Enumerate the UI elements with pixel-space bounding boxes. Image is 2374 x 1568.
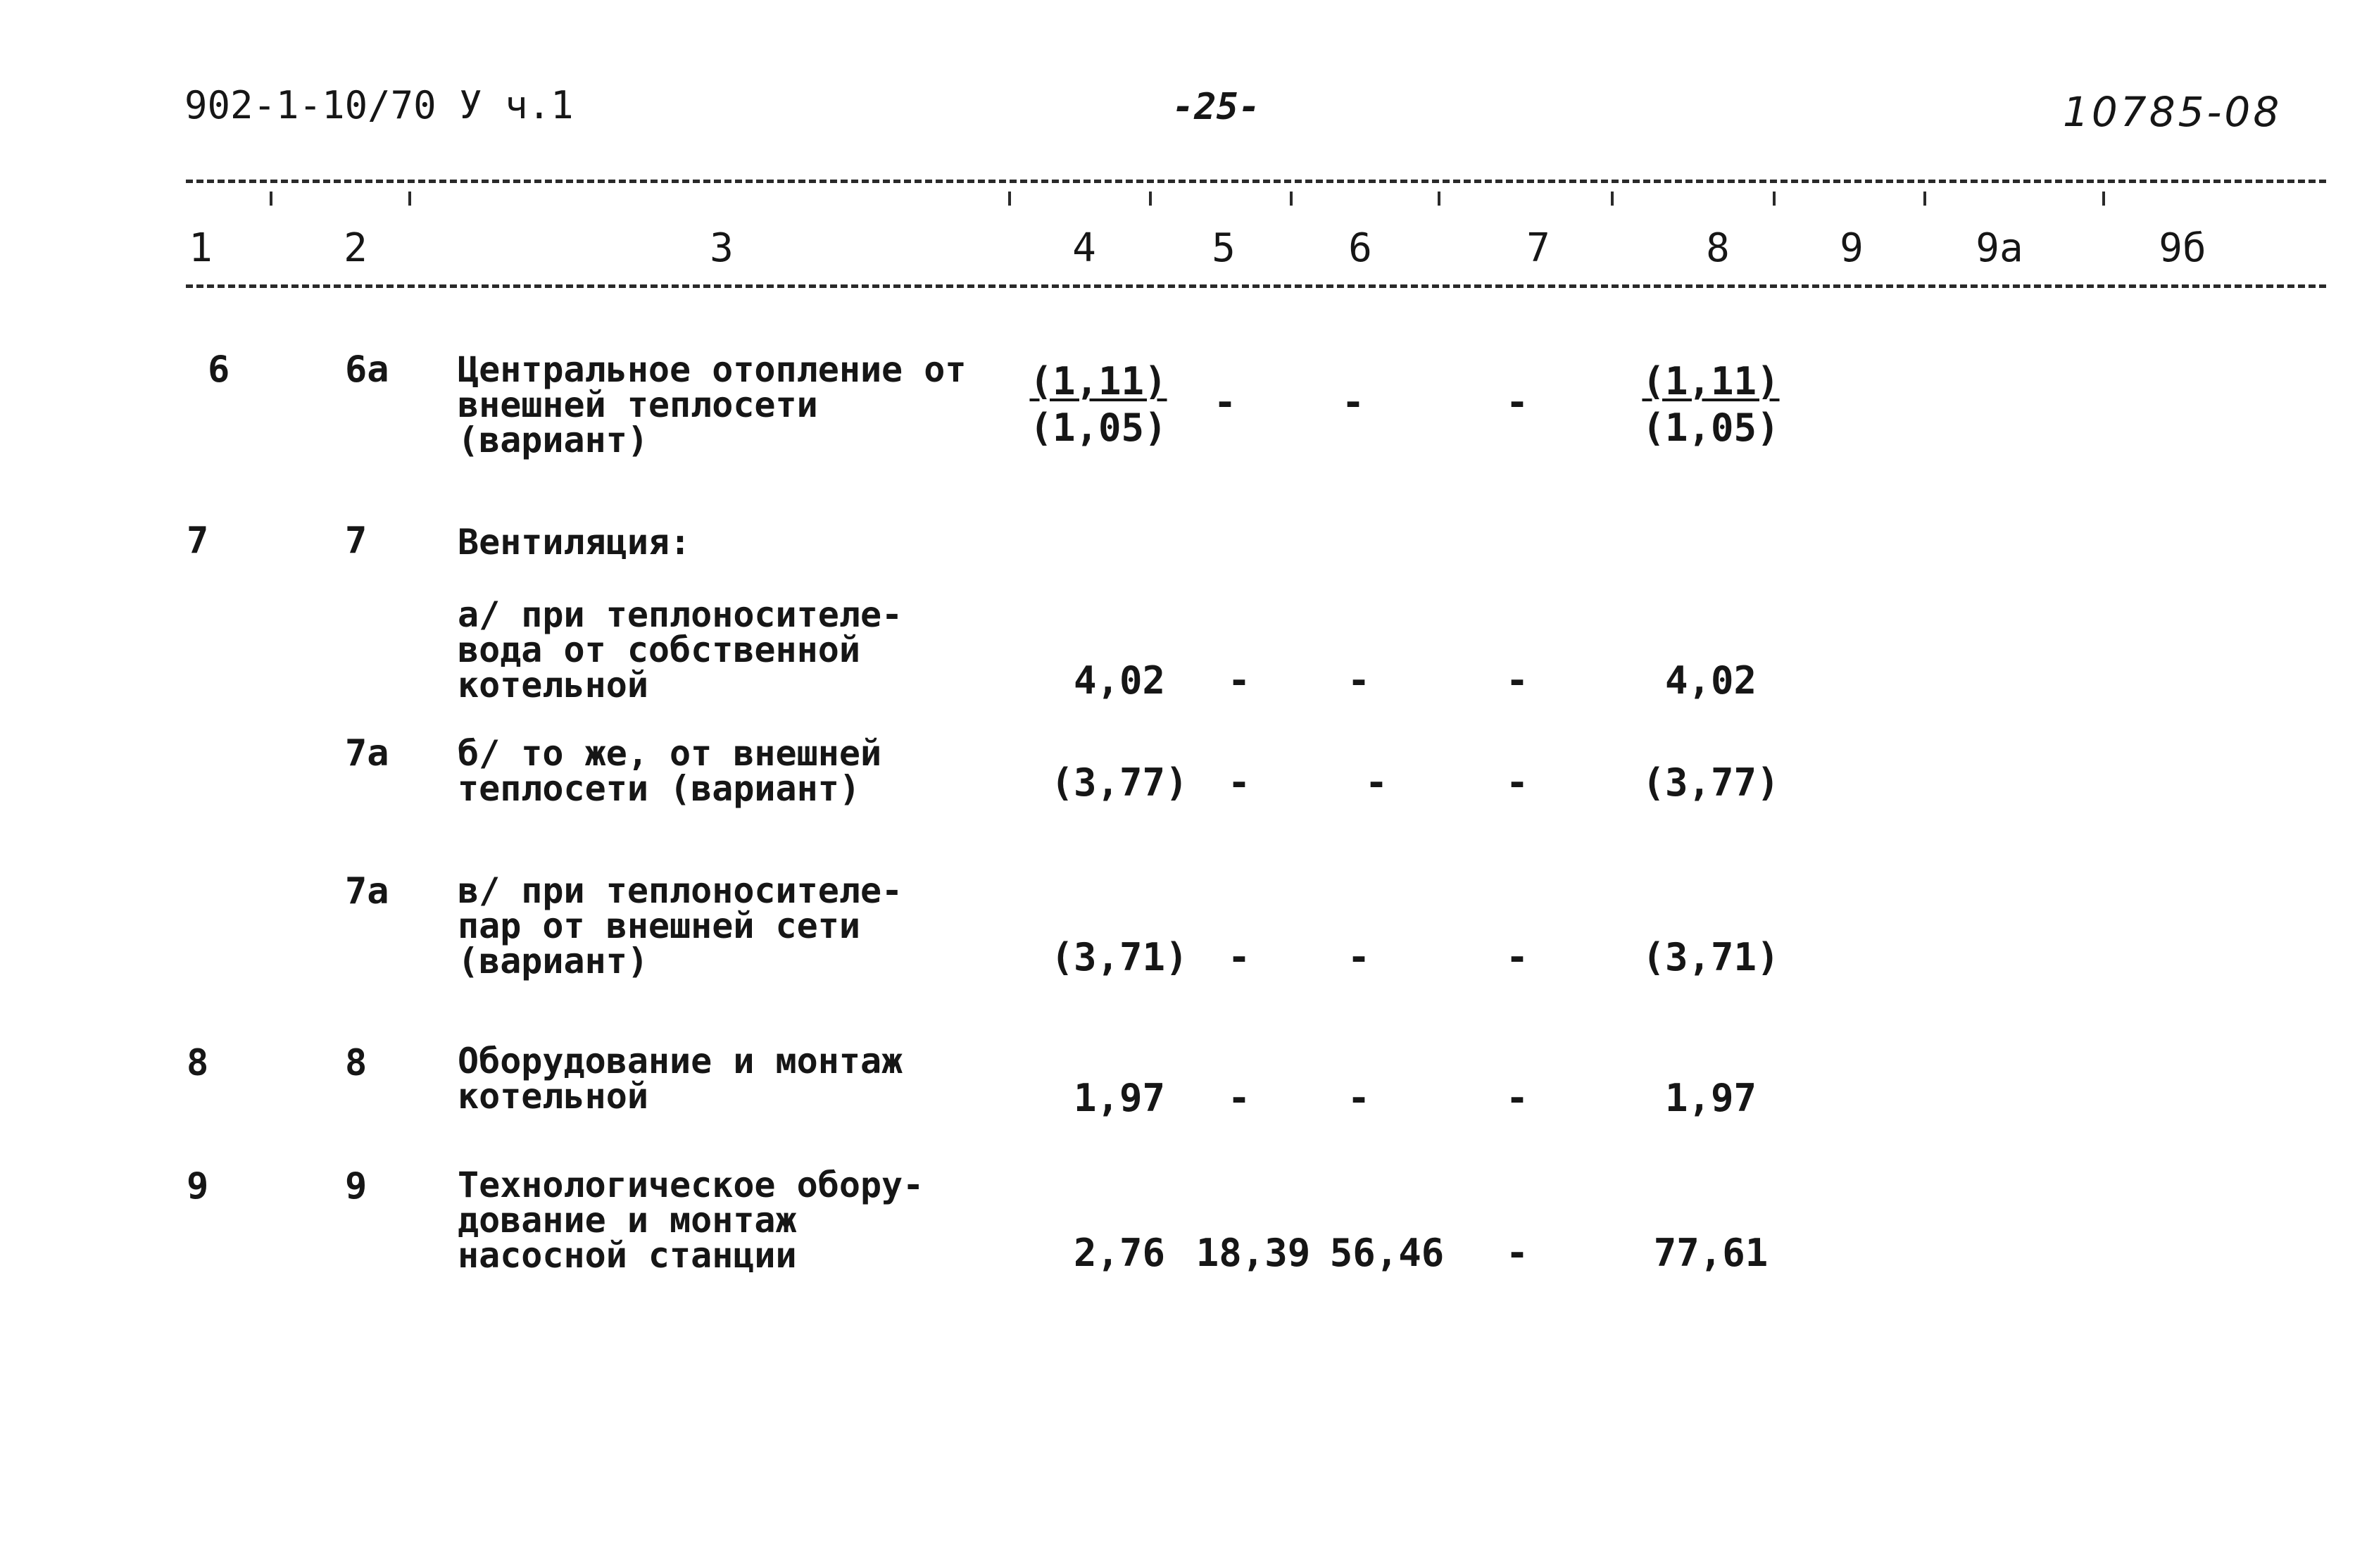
row-7b-col8: (3,77) (1642, 760, 1780, 805)
row-6-col8-fraction (1619, 361, 1802, 449)
column-header-1: 1 (189, 225, 213, 271)
row-6-col6: - (1341, 380, 1365, 425)
column-header-9a: 9а (1976, 225, 2023, 271)
row-7b-col2: 7а (345, 732, 389, 774)
column-separator-tick (1290, 192, 1293, 206)
row-6-col4-denominator: (1,05) (1029, 406, 1167, 450)
archive-number: 10785-08 (2063, 88, 2282, 136)
row-8-col4: 1,97 (1073, 1076, 1166, 1120)
row-7c-col2: 7а (345, 870, 389, 912)
column-header-3: 3 (710, 225, 734, 271)
row-7c-col6: - (1347, 935, 1371, 979)
column-header-9b: 9б (2159, 225, 2206, 271)
row-7b-col6: - (1364, 760, 1388, 805)
row-8-col5: - (1227, 1076, 1251, 1120)
column-separator-tick (2102, 192, 2105, 206)
row-6-col7: - (1505, 380, 1529, 425)
document-code: 902-1-10/70 У ч.1 (184, 83, 574, 127)
row-7b-name: б/ то же, от внешней теплосети (вариант) (458, 733, 882, 809)
row-7-name: Вентиляция: (458, 522, 691, 563)
column-header-8: 8 (1706, 225, 1730, 271)
table-top-rule (186, 180, 2326, 183)
row-8-col8: 1,97 (1664, 1076, 1757, 1120)
row-7-col1: 7 (187, 520, 209, 562)
column-separator-tick (1923, 192, 1926, 206)
row-6-col4-numerator: (1,11) (1029, 359, 1167, 403)
column-header-9: 9 (1840, 225, 1864, 271)
row-7b-col7: - (1505, 760, 1529, 805)
row-7c-name: в/ при теплоносителе- пар от внешней сети (вариант) (458, 870, 903, 981)
row-6-col2: 6а (345, 349, 389, 391)
row-8-col2: 8 (345, 1042, 368, 1084)
row-7a-col5: - (1227, 658, 1251, 703)
row-6-name: Центральное отопление от внешней теплосети (вариант) (458, 349, 967, 460)
column-header-6: 6 (1348, 225, 1372, 271)
column-header-4: 4 (1072, 225, 1096, 271)
row-8-col1: 8 (187, 1042, 209, 1084)
column-separator-tick (1773, 192, 1776, 206)
row-7c-col4: (3,71) (1050, 935, 1188, 979)
row-9-col7: - (1505, 1231, 1529, 1275)
row-8-col6: - (1347, 1076, 1371, 1120)
column-header-2: 2 (344, 225, 368, 271)
row-8-name: Оборудование и монтаж котельной (458, 1041, 903, 1117)
column-separator-tick (1149, 192, 1152, 206)
row-9-col8: 77,61 (1653, 1231, 1769, 1275)
row-9-col5: 18,39 (1195, 1231, 1311, 1275)
column-separator-tick (270, 192, 272, 206)
row-6-col8-denominator: (1,05) (1642, 406, 1780, 450)
row-9-col4: 2,76 (1073, 1231, 1166, 1275)
row-7c-col8: (3,71) (1642, 935, 1780, 979)
row-9-col6: 56,46 (1329, 1231, 1445, 1275)
row-7b-col5: - (1227, 760, 1251, 805)
row-7-col2: 7 (345, 520, 368, 562)
row-6-col5: - (1213, 380, 1237, 425)
column-separator-tick (1611, 192, 1614, 206)
row-7a-col7: - (1505, 658, 1529, 703)
row-8-col7: - (1505, 1076, 1529, 1120)
row-6-col4-fraction (1007, 361, 1190, 449)
table-header-rule (186, 284, 2326, 288)
row-7a-col6: - (1347, 658, 1371, 703)
column-header-7: 7 (1526, 225, 1550, 271)
row-6-col8-numerator: (1,11) (1642, 359, 1780, 403)
column-separator-tick (1008, 192, 1011, 206)
page-number: -25- (1172, 86, 1261, 128)
row-9-name: Технологическое обору- дование и монтаж насосной станции (458, 1165, 924, 1276)
row-6-col1: 6 (208, 349, 230, 391)
column-separator-tick (1438, 192, 1440, 206)
row-9-col1: 9 (187, 1165, 209, 1208)
row-7c-col7: - (1505, 935, 1529, 979)
row-7b-col4: (3,77) (1050, 760, 1188, 805)
row-7a-col4: 4,02 (1073, 658, 1166, 703)
row-7a-col8: 4,02 (1664, 658, 1757, 703)
column-separator-tick (408, 192, 411, 206)
column-header-5: 5 (1212, 225, 1236, 271)
row-9-col2: 9 (345, 1165, 368, 1208)
row-7c-col5: - (1227, 935, 1251, 979)
row-7a-name: а/ при теплоносителе- вода от собственной котельной (458, 594, 903, 705)
